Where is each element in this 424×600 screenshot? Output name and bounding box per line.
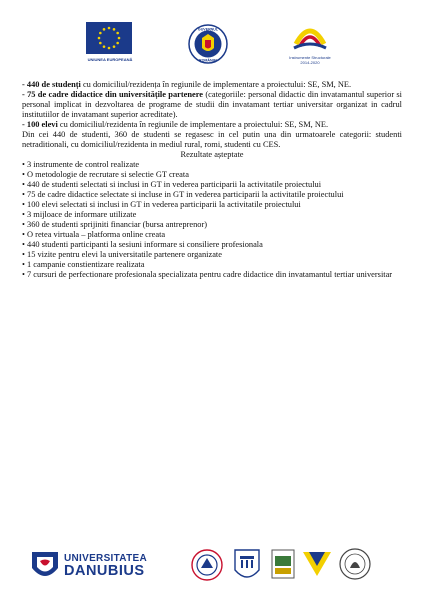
result-item: • 3 mijloace de informare utilizate [22, 210, 137, 219]
structural-instruments-caption [274, 56, 346, 66]
result-item: • 440 studenti participanti la sesiuni informare si consiliere profesionala [22, 240, 263, 249]
partner-logo-4-icon [300, 546, 334, 584]
result-item: • 100 elevi selectati si inclusi in GT in vederea participarii la activitatile proiectului [22, 200, 301, 209]
result-item: • 7 cursuri de perfectionare profesionala specializata pentru cadre didactice din invatamantul tertiar universitar [22, 270, 393, 279]
result-item: • 440 de studenti selectati si inclusi in GT in vederea participarii la activitatile proiectului [22, 180, 322, 189]
document-body [22, 80, 402, 280]
is-caption-line2: 2014-2020 [300, 59, 320, 65]
intro-paragraph-pupils [22, 120, 402, 130]
intro-text: cu domiciliul/rezidența în regiunile de implementare a proiectului: SE, SM, NE. [80, 80, 352, 89]
intro-text: cu domiciliul/rezidenta în regiunile de implementare a proiectului: SE, SM, NE. [57, 120, 329, 129]
header-logos [0, 18, 424, 74]
result-item: • O metodologie de recrutare si selectie GT creata [22, 170, 189, 179]
danubius-wordmark [64, 553, 147, 579]
structural-instruments-logo-icon [286, 20, 334, 56]
intro-bold: - 75 de cadre didactice din universitățile partenere [22, 90, 204, 99]
intro-bold: - 440 de studenți [22, 80, 81, 89]
intro-paragraph-categories: Din cei 440 de studenti, 360 de studenti se regasesc in cel putin una din urmatoarele categorii: studenti netraditionali, cu domiciliul/rezidenta in mediul rural, romi, studenti cu CES. [22, 130, 402, 149]
danubius-crest-icon [28, 548, 62, 584]
result-item: • 1 campanie constientizare realizata [22, 260, 145, 269]
result-item: • 75 de cadre didactice selectate si incluse in GT in vederea participarii la activitatile proiectului [22, 190, 344, 199]
univ-line1: UNIVERSITATEA [64, 553, 147, 564]
government-seal-icon [188, 22, 228, 66]
partner-logo-1-icon [190, 548, 224, 582]
eu-flag-icon [86, 22, 132, 54]
results-heading: Rezultate așteptate [180, 150, 244, 159]
result-item: • 360 de studenti sprijiniti financiar (bursa antreprenor) [22, 220, 208, 229]
intro-paragraph-teachers [22, 90, 402, 120]
partner-logo-5-icon [338, 546, 372, 582]
result-item: • O retea virtuala – platforma online creata [22, 230, 166, 239]
result-item: • 3 instrumente de control realizate [22, 160, 140, 169]
is-caption-line1: Instrumente Structurale [289, 55, 331, 60]
intro-bold: - 100 elevi [22, 120, 58, 129]
result-item: • 15 vizite pentru elevi la universitatile partenere organizate [22, 250, 222, 259]
univ-line2: DANUBIUS [64, 563, 145, 579]
results-list [22, 160, 402, 280]
partner-logo-2-icon [232, 546, 262, 584]
gov-text-bottom: ROMÂNIEI [199, 58, 217, 63]
intro-paragraph-students [22, 80, 402, 90]
intro-text: (categoriile: personal didactic din invatamantul superior si personal implicat in dezvoltarea de programe de studii din invatamant tertiar universitar organizat in cadrul institutiilor de invatamant superior acreditate). [22, 90, 403, 119]
partner-logo-3-icon [270, 546, 296, 584]
eu-caption: UNIUNEA EUROPEANĂ [87, 57, 133, 62]
footer-logos [0, 540, 424, 590]
gov-text-top: GUVERNUL [197, 27, 219, 32]
